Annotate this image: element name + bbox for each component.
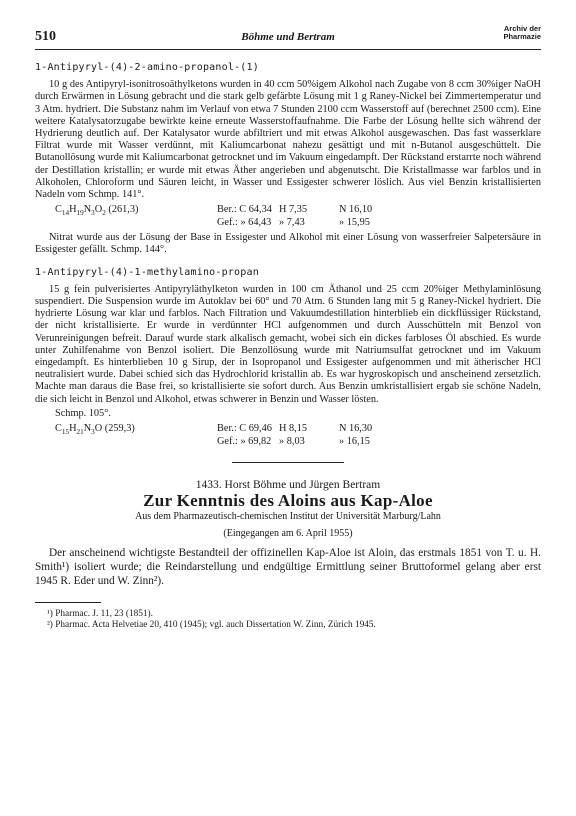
gef-h: » 8,03 (279, 435, 305, 447)
journal-line-1: Archiv der (503, 24, 541, 33)
journal-name (503, 25, 541, 41)
ber-c: Ber.: C 69,46 (217, 423, 272, 435)
section-heading-aminopropanol: 1-Antipyryl-(4)-2-amino-propanol-(1) (35, 62, 259, 73)
article-lead-paragraph: Der anscheinend wichtigste Bestandteil der offizinellen Kap-Aloe ist Aloin, das erstmals 1851 von T. u. H. Smith¹) isoliert wurde; die Reindarstellung und endgültige Ermittlung seiner Bruttoformel gelang aber erst 1945 R. Eder und W. Zinn²). (35, 546, 541, 587)
melting-point: Schmp. 105°. (55, 407, 111, 419)
section-heading-methylamino: 1-Antipyryl-(4)-1-methylamino-propan (35, 266, 259, 278)
gef-c: Gef.: » 64,43 (217, 216, 272, 228)
ber-n: N 16,30 (339, 423, 373, 435)
footnote: ²) Pharmac. Acta Helvetiae 20, 410 (1945); vgl. auch Dissertation W. Zinn, Zürich 1945. (47, 620, 376, 631)
received-date: (Eingegangen am 6. April 1955) (223, 527, 353, 539)
gef-n: » 15,95 (339, 216, 370, 228)
footnote: ¹) Pharmac. J. 11, 23 (1851). (47, 608, 153, 619)
ber-h: H 7,35 (279, 204, 308, 216)
ber-h: H 8,15 (279, 423, 308, 435)
institution: Aus dem Pharmazeutisch-chemischen Institut der Universität Marburg/Lahn (135, 511, 441, 523)
elemental-analysis (55, 423, 541, 448)
experimental-paragraph: 15 g fein pulverisiertes Antipyryläthylketon wurden in 100 cm Äthanol und 25 ccm 20%iger Methylaminlösung suspendiert. Die Suspension wurde im Autoklav bei 60° und 70 Atm. 6 Stunden lang mit 5 g Raney-Nickel hydriert. Die hydrierte Lösung war klar und farblos. Nach Filtration und Vakuumdestillation hinterblieb ein dickflüssiger Rückstand, der nicht kristallisierte. Er wurde in verdünnter HCl aufgenommen und durch Ausschütteln mit Benzol von Verunreinigungen befreit. Darauf wurde stark alkalisch gemacht, wobei sich ein dickes farbloses Öl abschied. Es wurde unter Zuhilfenahme von Benzol isoliert. Die Benzollösung wurde mit Natriumsulfat getrocknet und im Vakuum eingedampft. Es hinterblieben 10 g Sirup, der in Isopropanol und Essigester aufgenommen und mit ätherischer HCl neutralisiert wurde. Dabei schied sich das Hydrochlorid kristallin ab. Es war hygroskopisch und anscheinend zersetzlich. Machte man daraus die Base frei, so kristallisierte sie sofort durch. Aus Benzin umkristallisiert ergab sie schöne Nadeln, die sich leicht in Benzol und Alkohol, etwas schwerer in Benzin und Wasser lösten. (35, 283, 541, 405)
nitrate-paragraph: Nitrat wurde aus der Lösung der Base in Essigester und Alkohol mit einer Lösung von wasserfreier Salpetersäure in Essigester gefällt. Schmp. 144°. (35, 232, 541, 256)
gef-n: » 16,15 (339, 435, 370, 447)
gef-c: Gef.: » 69,82 (217, 435, 272, 447)
page-body (35, 62, 541, 632)
elemental-analysis (55, 204, 541, 229)
page-header (35, 24, 541, 48)
experimental-paragraph: 10 g des Antipyryl-isonitrosoäthylketons wurden in 40 ccm 50%igem Alkohol nach Zugabe von 8 ccm 30%iger NaOH durch Erwärmen in Lösung gebracht und die stark gelb gefärbte Lösung mit 1 g Raney-Nickel bei Zimmertemperatur und 3 Atm. hydriert. Die Substanz nahm im Verlauf von etwa 7 Stunden 2100 ccm Wasserstoff auf (berechnet 2500 ccm). Eine weitere Katalysatorzugabe bewirkte keine erneute Wasserstoffaufnahme. Die Farbe der Lösung hellte sich während der Hydrierung deutlich auf. Der Katalysator wurde abfiltriert und mit etwas Alkohol ausgewaschen. Das fast wasserklare Filtrat wurde mit Wasser verdünnt, mit Kaliumcarbonat nahezu gesättigt und mit n-Butanol ausgeschüttelt. Die Butanollösung wurde mit Kaliumcarbonat getrocknet und im Vakuum eingedampft. Der Rückstand erstarrte noch während der Destillation kristallin; er wurde mit etwas Äther angerieben und abgenutscht. Die Kristallmasse war farblos und in Alkoholen, Chloroform und Säuren leicht, in Wasser und Essigester schwerer löslich. Aus viel Benzin kristallisierten Nadeln vom Schmp. 141°. (35, 79, 541, 201)
running-head: Böhme und Bertram (241, 31, 335, 43)
header-rule (35, 49, 541, 50)
gef-h: » 7,43 (279, 216, 305, 228)
journal-line-2: Pharmazie (503, 32, 541, 41)
molecular-formula: $C_{14}H_{19}N_3O_2$ (261,3) (55, 204, 139, 218)
ber-n: N 16,10 (339, 204, 373, 216)
section-divider (232, 462, 344, 463)
footnote-rule (35, 602, 101, 603)
article-number-authors: 1433. Horst Böhme und Jürgen Bertram (195, 479, 381, 492)
ber-c: Ber.: C 64,34 (217, 204, 272, 216)
page-number: 510 (35, 29, 56, 44)
article-title: Zur Kenntnis des Aloins aus Kap-Aloe (143, 491, 433, 511)
molecular-formula: $C_{15}H_{21}N_3O$ (259,3) (55, 423, 135, 437)
